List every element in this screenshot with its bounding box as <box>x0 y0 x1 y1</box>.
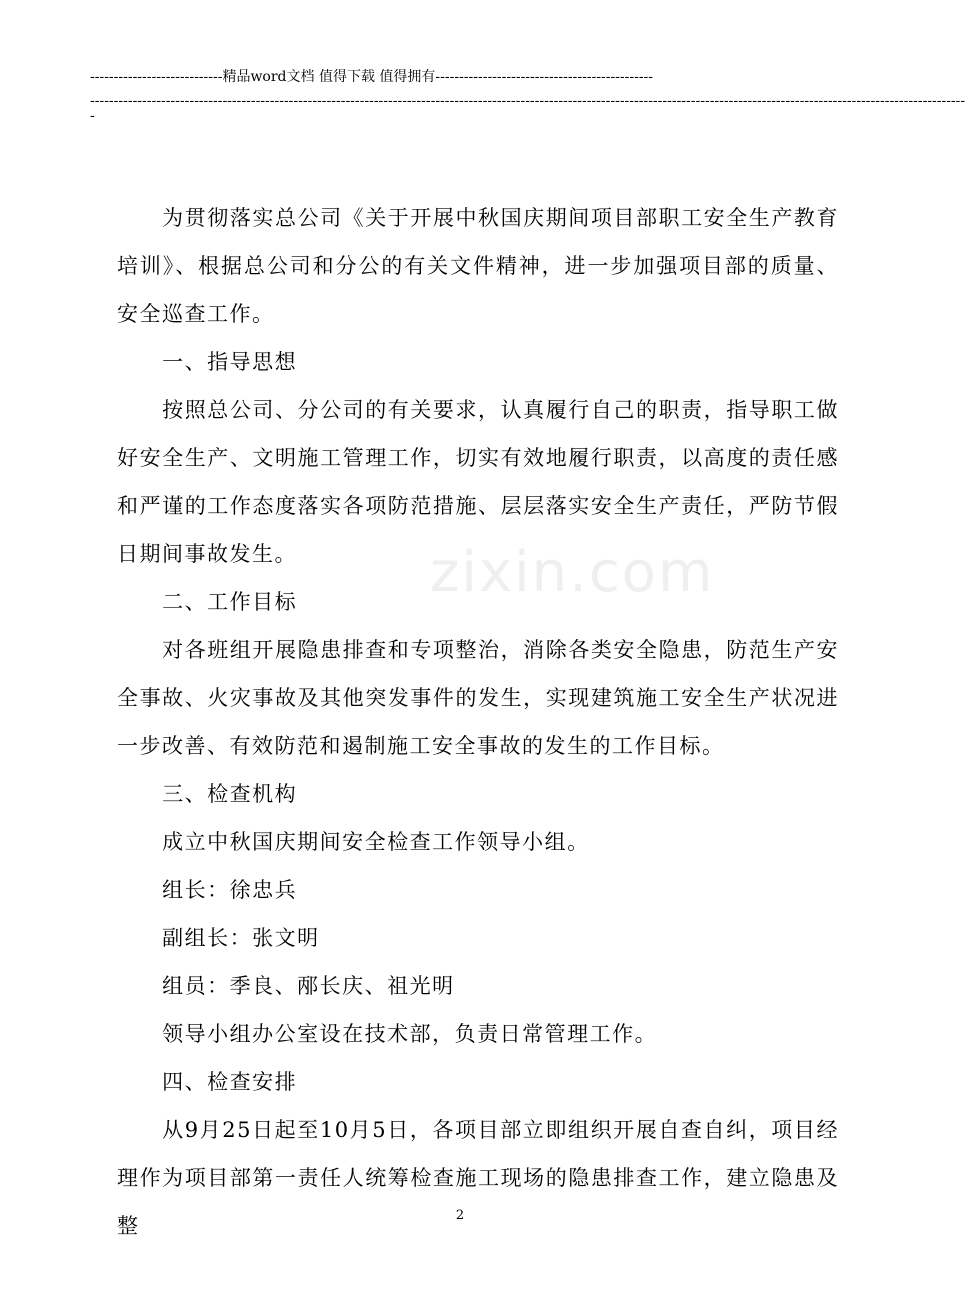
schedule-paragraph: 从9月25日起至10月5日，各项目部立即组织开展自查自纠，项目经理作为项目部第一责任人统筹检查施工现场的隐患排查工作，建立隐患及整 <box>117 1118 839 1238</box>
header-rule: ----------------------------------------------------------------------------------------------------------------------------------------------------------------------------------------- <box>90 93 965 109</box>
section-heading-inspection-body: 三、检查机构 <box>162 782 298 806</box>
office-paragraph: 领导小组办公室设在技术部，负责日常管理工作。 <box>162 1022 658 1046</box>
guiding-ideology-paragraph: 按照总公司、分公司的有关要求，认真履行自己的职责，指导职工做好安全生产、文明施工管理工作，切实有效地履行职责，以高度的责任感和严谨的工作态度落实各项防范措施、层层落实安全生产责任，严防节假日期间事故发生。 <box>117 398 839 566</box>
watermark: zixin.com <box>430 540 715 605</box>
deputy-leader-line: 副组长：张文明 <box>162 926 320 950</box>
document-body <box>117 194 839 1250</box>
header-rule-tail: - <box>90 108 95 124</box>
intro-paragraph: 为贯彻落实总公司《关于开展中秋国庆期间项目部职工安全生产教育培训》、根据总公司和分公的有关文件精神，进一步加强项目部的质量、安全巡查工作。 <box>117 206 839 326</box>
page-number: 2 <box>455 1208 465 1223</box>
section-heading-work-goals: 二、工作目标 <box>162 590 298 614</box>
header-banner: ----------------------------精品word文档 值得下载 值得拥有---------------------------------------------- <box>90 69 654 85</box>
group-leader-line: 组长：徐忠兵 <box>162 878 298 902</box>
work-goals-paragraph: 对各班组开展隐患排查和专项整治，消除各类安全隐患，防范生产安全事故、火灾事故及其他突发事件的发生，实现建筑施工安全生产状况进一步改善、有效防范和遏制施工安全事故的发生的工作目标。 <box>117 638 839 758</box>
inspection-group-paragraph: 成立中秋国庆期间安全检查工作领导小组。 <box>162 830 590 854</box>
section-heading-inspection-schedule: 四、检查安排 <box>162 1070 298 1094</box>
members-line: 组员：季良、邴长庆、祖光明 <box>162 974 455 998</box>
section-heading-guiding-ideology: 一、指导思想 <box>162 350 298 374</box>
